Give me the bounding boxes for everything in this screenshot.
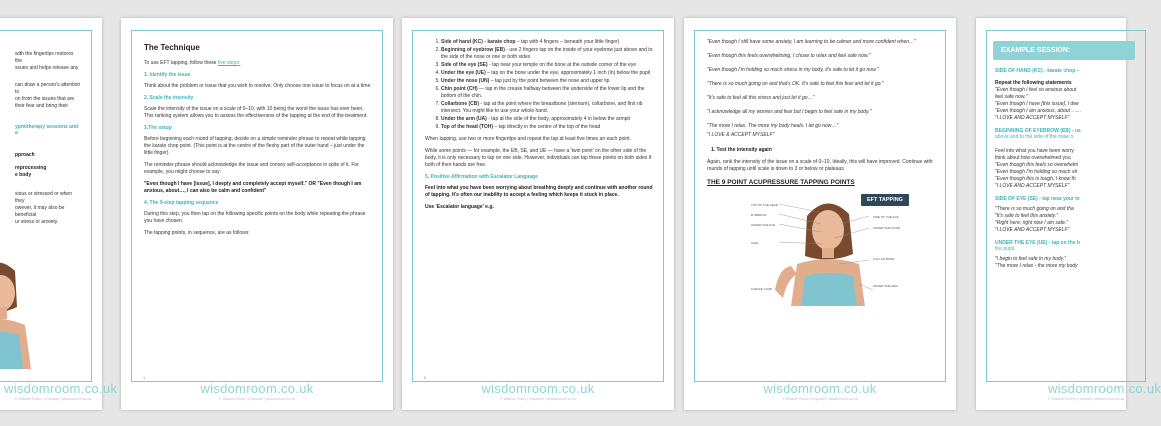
eft-tapping-badge: EFT TAPPING: [861, 194, 909, 206]
tapping-diagram: [707, 190, 935, 308]
step-5-heading: 5. Positive Affirmation with Escalator Language: [425, 174, 538, 180]
affirmation-line: "Even though this feels overwhelming, I chose to relax and feel safe now.": [707, 53, 871, 59]
text-line: can draw a person's attention to: [15, 82, 81, 95]
tapping-points-title: THE 9 POINT ACUPRESSURE TAPPING POINTS: [707, 179, 855, 186]
page-frame: [0, 30, 92, 382]
text-line: owever, it may also be beneficial: [15, 205, 65, 218]
woman-illustration: [0, 259, 41, 369]
affirmation-quote: "Even though I have [issue], I deeply and completely accept myself." OR "Even though I am anxious, about…, I can also be calm and confident": [144, 181, 362, 194]
text-line: think about how overwhelmed you: [995, 155, 1071, 161]
page-title: The Technique: [144, 43, 200, 52]
section-heading: UNDER THE EYE (UE) - tap on the b: [995, 240, 1080, 246]
diagram-label: SIDE OF THE EYE: [873, 215, 899, 219]
feel-into-text: Feel into what you have been worrying about breathing deeply and continue with another round of tapping. It's often our inability to accept a feeling which keeps it stuck in place.: [425, 185, 653, 198]
affirmation-line: "I acknowledge all my worries and fear but I begin to feel safe in my body.": [707, 109, 872, 115]
document-page-4: [684, 18, 956, 410]
intro-text: [144, 60, 372, 67]
footer-brand: wisdomroom.co.uk: [481, 381, 595, 396]
affirmation-line: "It's safe to feel all this stress and just let it go…": [707, 95, 815, 101]
tapping-instructions: When tapping, use two or more fingertips and repeat the tap at least five times an each point.: [425, 136, 631, 142]
footer-subtext: © Wisdom Room | Empower | wisdomroom.co.uk: [781, 397, 859, 401]
diagram-label: COLLAR BONE: [873, 257, 895, 261]
list-item: 2. Beginning of eyebrow (EB) - use 2 fingers tap on the inside of your eyebrow just above and to the side of the nose or one or both sides: [441, 47, 653, 61]
page-frame: [412, 30, 664, 382]
affirmation-line: "I LOVE & ACCEPT MYSELF": [707, 132, 775, 138]
step-4-body-2: The tapping points, in sequence, are as follows:: [144, 230, 250, 236]
text-line: "There is so much going on and tha: [995, 206, 1074, 212]
diagram-labels-left: [751, 200, 778, 294]
text-line: with the fingertips restores the: [15, 51, 74, 64]
text-line: ur stress or anxiety.: [15, 219, 59, 225]
affirmation-line: "There is so much going on and that's OK. It's safe to feel this fear and let it go.": [707, 81, 884, 87]
document-page-2: [121, 18, 393, 410]
step-3-heading: 3.The setup: [144, 125, 172, 131]
page-frame: [131, 30, 383, 382]
example-session-banner: EXAMPLE SESSION:: [993, 41, 1135, 60]
section-heading: SIDE OF EYE (SE) - tap near your te: [995, 196, 1080, 202]
intro-label: To use EFT tapping, follow these: [144, 60, 217, 66]
text-line: "The more I relax - the more my body: [995, 263, 1078, 269]
footer-subtext: © Wisdom Room | Empower | wisdomroom.co.uk: [499, 397, 577, 401]
page-footer: [684, 381, 956, 401]
section-heading: BEGINNING OF EYEBROW (EB) - us: [995, 128, 1081, 134]
text-line: "Even though I have [this issue], I dee: [995, 101, 1079, 107]
step-1-body: Think about the problem or issue that you wish to resolve. Only choose one issue to focus on at a time.: [144, 83, 372, 89]
tapping-points-list: [425, 39, 653, 131]
text-line: "Even though this feels so overwhelm: [995, 162, 1079, 168]
page-footer: [4, 381, 118, 401]
text-line: "Even though I feel so anxious about: [995, 87, 1077, 93]
footer-brand: wisdomroom.co.uk: [763, 381, 877, 396]
text-line: "Even though I'm holding so much str: [995, 169, 1078, 175]
page-frame: [694, 30, 946, 382]
text-line: "It's safe to feel this anxiety.": [995, 213, 1059, 219]
page-number: 4: [143, 375, 146, 380]
page-footer: [1048, 381, 1161, 401]
list-item: 6. Chin point (CH) — tap in the crease halfway between the underside of the lower lip and the bottom of the chin.: [441, 86, 653, 100]
text-line: "I LOVE AND ACCEPT MYSELF": [995, 115, 1070, 121]
affirmation-line: "Even though I'm holding so much stress in my body, it's safe to let it go now.": [707, 67, 879, 73]
step-2-body: Scale the intensity of the issue on a scale of 0–10, with 10 being the worst the issue has ever been. This ranking system allows you to assess the effectiveness of the tapping at the end of the treatment.: [144, 106, 368, 119]
step-heading: 1. Test the intensity again: [711, 147, 772, 153]
page-number: 5: [424, 375, 427, 380]
diagram-label: UNDER THE EYE: [751, 223, 776, 227]
section-heading: ypnotherapy sessions and a: [15, 124, 79, 136]
text-line: "I LOVE AND ACCEPT MYSELF": [995, 183, 1070, 189]
list-item: 4. Under the eye (UE) – tap on the bone under the eye, approximately 1 inch (in) below the pupil: [441, 70, 653, 77]
step-body: Again, rank the intensity of the issue on a scale of 0–10. Ideally, this will have improved. Continue with rounds of tapping until scale is down to 3 or below or plateaus.: [707, 159, 933, 172]
affirmation-line: "The more I relax. The more my body heals. I let go now…": [707, 123, 839, 129]
text-line: "Right here, right now I am safe.": [995, 220, 1069, 226]
text-line: "Even though this is tough, I know th: [995, 176, 1076, 182]
list-item: 3. Side of the eye (SE) - tap near your temple on the bone at the outside corner of the eye: [441, 62, 653, 69]
diagram-label: UNDER THE ARM: [873, 284, 898, 288]
text-line: Repeat the following statements: [995, 80, 1072, 86]
list-item: 8. Under the arm (UA) - tap at the side of the body, approximately 4 in below the armpit: [441, 116, 653, 123]
diagram-label: UNDER THE NOSE: [873, 226, 900, 230]
footer-subtext: © Wisdom Room | Empower | wisdomroom.co.uk: [14, 397, 92, 401]
footer-subtext: © Wisdom Room | Empower | wisdomroom.co.uk: [218, 397, 296, 401]
text-line: "Even though I am anxious, about ……: [995, 108, 1082, 114]
text-line: "I begin to feel safe in my body.": [995, 256, 1066, 262]
section-heading: SIDE OF HAND (KC) - karate chop –: [995, 68, 1080, 74]
twin-point-text: While some points — for example, the EB, SE, and UE — have a 'twin point' on the other side of the body, it is only necessary to tap on one side. However, individuals can tap these points on both sides if both of their hands are free.: [425, 148, 652, 168]
footer-subtext: © Wisdom Room | Empower | wisdomroom.co.uk: [1048, 397, 1125, 401]
text-line: xious or stressed or when they: [15, 191, 72, 204]
step-3-body-2: The reminder phrase should acknowledge the issue and convey self-acceptance in spite of it. For example, you might choose to say:: [144, 162, 359, 175]
list-item: 1. Side of hand (KC) - karate chop – tap with 4 fingers – beneath your little finger): [441, 39, 653, 46]
diagram-label: KARATE CHOP: [751, 287, 773, 291]
step-1-heading: 1. Identify the issue: [144, 72, 191, 78]
section-heading: above and to the side of the nose o: [995, 134, 1074, 140]
step-3-body: Before beginning each round of tapping, decide on a simple reminder phrase to repeat while tapping the karate chop point. (This point is at the centre of the fleshy part of the outer hand – just under the little finger).: [144, 136, 366, 156]
text-line: Feel into what you have been worry: [995, 148, 1074, 154]
step-4-heading: 4. The 9-step tapping sequence: [144, 200, 219, 206]
page-footer: [121, 381, 393, 401]
text-line: "I LOVE AND ACCEPT MYSELF": [995, 227, 1070, 233]
diagram-label: CHIN: [751, 241, 759, 245]
document-page-5: [976, 18, 1161, 410]
list-item: 7. Collarbone (CB) - tap at the point where the breastbone (sternum), collarbone, and first rib intersect. You might like to use your whole hand.: [441, 101, 653, 115]
text-line: their fear and bring their: [15, 103, 69, 109]
diagram-label: EYEBROW: [751, 213, 767, 217]
text-line: e body: [15, 172, 32, 178]
escalator-text: Use 'Escalator language' e.g.: [425, 204, 494, 210]
footer-brand: wisdomroom.co.uk: [4, 381, 118, 396]
page-footer: [402, 381, 674, 401]
diagram-label: TOP OF THE HEAD: [751, 203, 779, 207]
step-4-body: During this step, you then tap on the following specific points on the body while repeating the phrase you have chosen.: [144, 211, 366, 224]
text-line: pproach: [15, 152, 35, 158]
text-line: on from the issues that are: [15, 96, 75, 102]
footer-brand: wisdomroom.co.uk: [1048, 381, 1161, 396]
five-steps-link[interactable]: five steps:: [217, 60, 241, 66]
section-heading: the pupil.: [995, 246, 1016, 252]
affirmation-line: "Even though I still have some anxiety, I am learning to be calmer and more confident when…": [707, 39, 916, 45]
step-2-heading: 2. Scale the intensity: [144, 95, 194, 101]
footer-brand: wisdomroom.co.uk: [200, 381, 314, 396]
page-frame: [986, 30, 1146, 382]
list-item: 9. Top of the head (TOH) – tap directly in the centre of the top of the head: [441, 124, 653, 131]
text-line: feel safe now.": [995, 94, 1028, 100]
text-line: reprocessing: [15, 165, 47, 171]
diagram-labels-right: [873, 212, 900, 292]
document-page-3: [402, 18, 674, 410]
document-page-1: [0, 18, 118, 410]
text-line: ssues and helps release any: [15, 65, 79, 71]
list-item: 5. Under the nose (UN) – tap just by the point between the nose and upper lip: [441, 78, 653, 85]
